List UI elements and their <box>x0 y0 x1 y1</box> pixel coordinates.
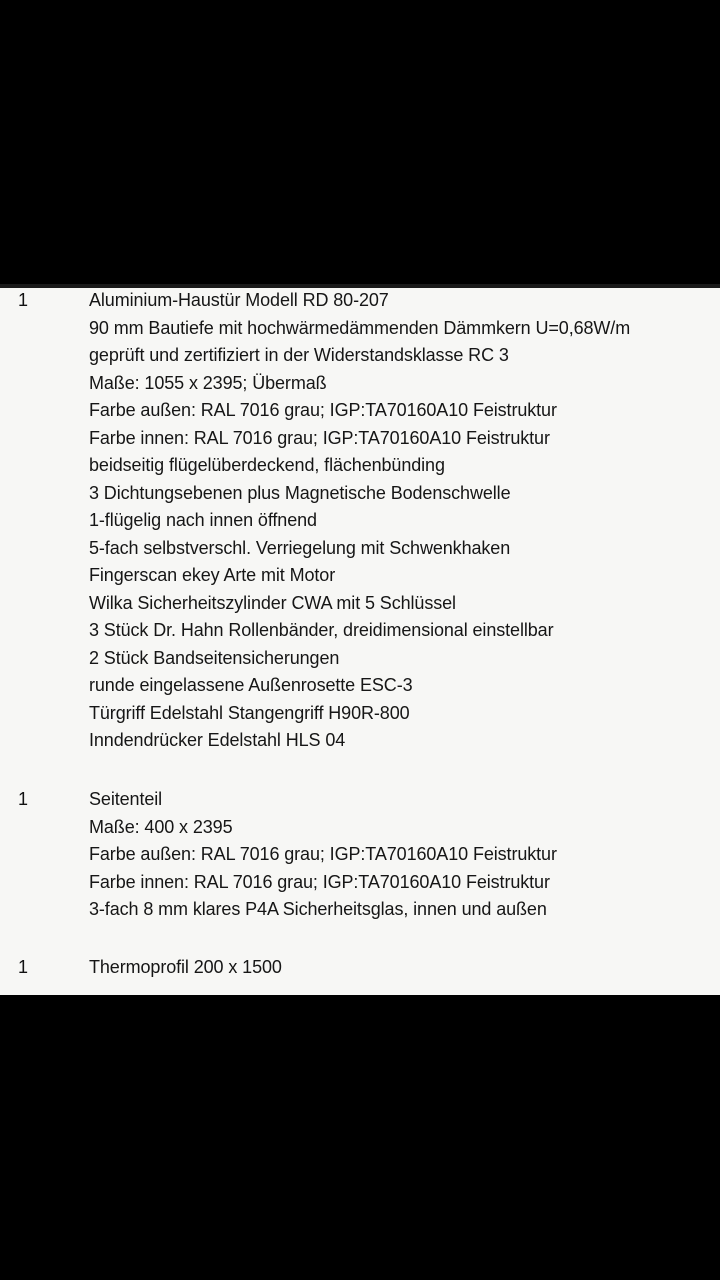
description-line: runde eingelassene Außenrosette ESC-3 <box>89 675 413 695</box>
description-line: Thermoprofil 200 x 1500 <box>89 957 282 977</box>
description-line: geprüft und zertifiziert in der Widerstandsklasse RC 3 <box>89 345 509 365</box>
description-line: 1-flügelig nach innen öffnend <box>89 510 317 530</box>
description-line: Aluminium-Haustür Modell RD 80-207 <box>89 290 389 310</box>
description-line: Maße: 400 x 2395 <box>89 816 233 837</box>
description-line: Farbe innen: RAL 7016 grau; IGP:TA70160A10 Feistruktur <box>89 871 550 892</box>
description-line: 3 Dichtungsebenen plus Magnetische Bodenschwelle <box>89 482 511 503</box>
item-quantity: 1 <box>18 957 29 977</box>
description-line: Inndendrücker Edelstahl HLS 04 <box>89 730 346 750</box>
description-line: Seitenteil <box>89 789 163 809</box>
description-line: beidseitig flügelüberdeckend, flächenbünding <box>89 455 445 475</box>
description-line: Fingerscan ekey Arte mit Motor <box>89 565 336 585</box>
description-line: Maße: 1055 x 2395; Übermaß <box>89 372 327 393</box>
description-line: Farbe innen: RAL 7016 grau; IGP:TA70160A10 Feistruktur <box>89 427 550 448</box>
item-quantity: 1 <box>18 290 29 310</box>
item-description <box>89 786 557 924</box>
description-line: 5-fach selbstverschl. Verriegelung mit Schwenkhaken <box>89 537 511 558</box>
item-description <box>89 954 282 982</box>
item-description <box>89 287 630 755</box>
description-line: 3 Stück Dr. Hahn Rollenbänder, dreidimensional einstellbar <box>89 620 554 640</box>
description-line: Türgriff Edelstahl Stangengriff H90R-800 <box>89 702 410 723</box>
description-line: Farbe außen: RAL 7016 grau; IGP:TA70160A10 Feistruktur <box>89 844 557 864</box>
description-line: Farbe außen: RAL 7016 grau; IGP:TA70160A10 Feistruktur <box>89 400 557 420</box>
item-quantity: 1 <box>18 789 29 809</box>
description-line: 3-fach 8 mm klares P4A Sicherheitsglas, innen und außen <box>89 899 547 919</box>
description-line: Wilka Sicherheitszylinder CWA mit 5 Schlüssel <box>89 592 456 613</box>
description-line: 90 mm Bautiefe mit hochwärmedämmenden Dämmkern U=0,68W/m <box>89 317 631 338</box>
description-line: 2 Stück Bandseitensicherungen <box>89 647 340 668</box>
